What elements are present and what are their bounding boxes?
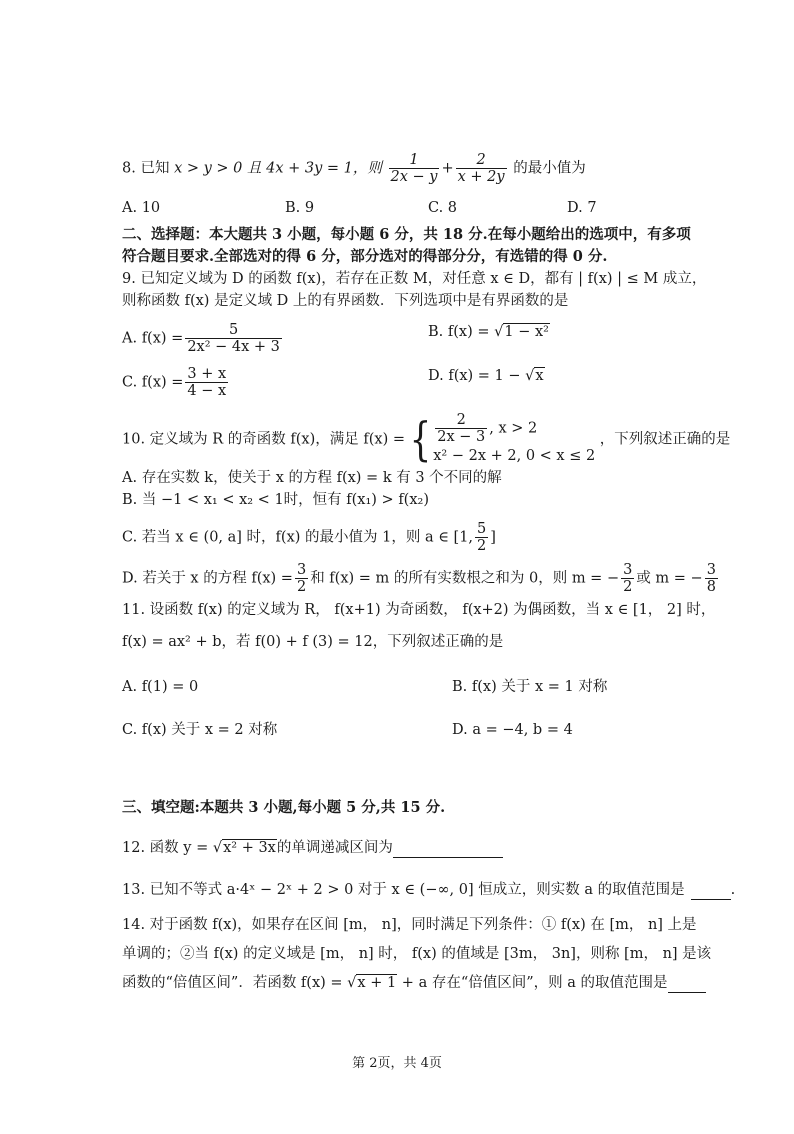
q8-option-d: D. 7: [567, 200, 597, 216]
q11-option-d: D. a = −4, b = 4: [452, 722, 573, 738]
q8-stem: [122, 152, 586, 185]
q14-line-2: 单调的；②当 f(x) 的定义域是 [m， n] 时， f(x) 的值域是 [3m， 3n]，则称 [m， n] 是该: [122, 946, 712, 962]
q10-option-c: C. 若当 x ∈ (0, a] 时，f(x) 的最小值为 1，则 a ∈ [1, $\frac{5}{2}$ ]: [122, 521, 496, 554]
q14-line-1: 14. 对于函数 f(x)，如果存在区间 [m， n]，同时满足下列条件：① f(x) 在 [m， n] 上是: [122, 917, 697, 933]
q11-stem-line-2: f(x) = ax² + b，若 f(0) + f (3) = 12，下列叙述正确的是: [122, 634, 504, 650]
q9-option-c: C. f(x) = $\frac{3 + x}{4 - x}$: [122, 366, 227, 399]
q9-stem-line-1: 9. 已知定义域为 D 的函数 f(x)，若存在正数 M，对任意 x ∈ D，都有 | f(x) | ≤ M 成立，: [122, 271, 707, 287]
q14-answer-blank: [668, 976, 706, 993]
q8-fraction-1: $\frac{1}{2x - y}$: [390, 152, 438, 185]
q13: 13. 已知不等式 a·4ˣ − 2ˣ + 2 > 0 对于 x ∈ (−∞, 0] 恒成立，则实数 a 的取值范围是 .: [122, 882, 736, 898]
q8-option-c: C. 8: [428, 200, 458, 216]
q10-option-b: B. 当 −1 < x₁ < x₂ < 1时，恒有 f(x₁) > f(x₂): [122, 492, 429, 508]
q11-option-a: A. f(1) = 0: [122, 679, 199, 695]
q10-option-a: A. 存在实数 k，使关于 x 的方程 f(x) = k 有 3 个不同的解: [122, 470, 502, 486]
q9-a-fraction: $\frac{5}{\text{2x² − 4x + 3}}$: [187, 322, 280, 355]
page-footer: 第 2页，共 4页: [352, 1056, 442, 1071]
q11-option-b: B. f(x) 关于 x = 1 对称: [452, 679, 608, 695]
q10-piecewise: $\frac{2}{2x - 3}$ , x > 2 x² − 2x + 2, 0 < x ≤ 2: [433, 412, 596, 464]
q8-plus: +: [441, 160, 454, 177]
q8-suffix: 的最小值为: [513, 160, 586, 177]
q9-option-d: D. f(x) = 1 − √x: [428, 368, 544, 384]
q12: 12. 函数 y = √x² + 3x的单调递减区间为: [122, 838, 503, 858]
section-2-heading: 二、选择题：本大题共 3 小题，每小题 6 分，共 18 分.在每小题给出的选项中，有多项: [122, 226, 691, 243]
q10-stem: 10. 定义域为 R 的奇函数 f(x)，满足 f(x) = { $\frac{2}{2x - 3}$ , x > 2 x² − 2x + 2, 0 < x ≤ 2 ，下列叙述正确的是: [122, 412, 731, 467]
q10-option-d: D. 若关于 x 的方程 f(x) = $\frac{3}{2}$ 和 f(x) = m 的所有实数根之和为 0，则 m = − $\frac{3}{2}$ 或 m = − $\frac{3}{8}$: [122, 562, 716, 595]
q9-option-b: B. f(x) = √1 − x²: [428, 324, 549, 340]
q11-stem-line-1: 11. 设函数 f(x) 的定义域为 R， f(x+1) 为奇函数， f(x+2) 为偶函数，当 x ∈ [1， 2] 时，: [122, 602, 716, 618]
q14-line-3: 函数的“倍值区间”．若函数 f(x) = √x + 1 + a 存在“倍值区间”，则 a 的取值范围是: [122, 973, 706, 993]
q8-option-a: A. 10: [122, 200, 161, 216]
q8-fraction-2: $\frac{2}{x + 2y}$: [457, 152, 505, 185]
piecewise-brace: {: [409, 412, 432, 467]
section-3-heading: 三、填空题:本题共 3 小题,每小题 5 分,共 15 分.: [122, 799, 446, 816]
section-2-instructions: 符合题目要求.全部选对的得 6 分，部分选对的得部分分，有选错的得 0 分.: [122, 248, 608, 265]
q9-option-a: A. f(x) = $\frac{5}{\text{2x² − 4x + 3}}$: [122, 322, 280, 355]
q12-answer-blank: [393, 841, 503, 858]
q13-answer-blank: [691, 883, 731, 900]
q9-stem-line-2: 则称函数 f(x) 是定义域 D 上的有界函数．下列选项中是有界函数的是: [122, 293, 569, 309]
q9-c-fraction: $\frac{3 + x}{4 - x}$: [187, 366, 227, 399]
q8-prefix: 8. 已知: [122, 160, 170, 177]
q8-condition: x > y > 0 且 4x + 3y = 1，则: [174, 160, 382, 177]
q11-option-c: C. f(x) 关于 x = 2 对称: [122, 722, 278, 738]
q8-option-b: B. 9: [285, 200, 315, 216]
